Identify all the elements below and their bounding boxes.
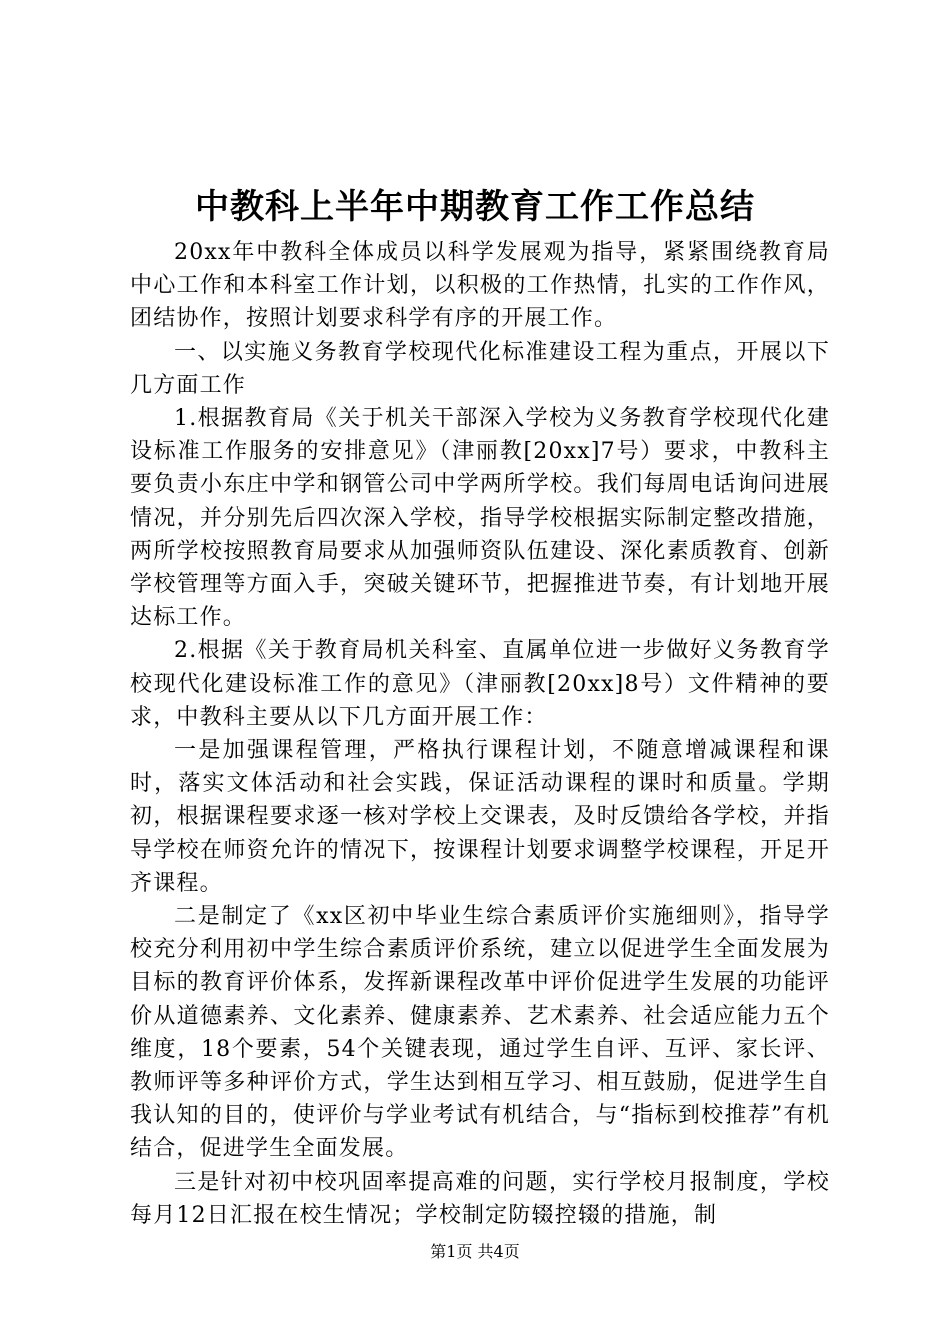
paragraph-point-3: 三是针对初中校巩固率提高难的问题，实行学校月报制度，学校每月12日汇报在校生情况；学校制定防辍控辍的措施，制 — [130, 1169, 830, 1228]
paragraph-section-heading: 一、以实施义务教育学校现代化标准建设工程为重点，开展以下几方面工作 — [130, 339, 830, 398]
document-body — [130, 236, 830, 1232]
document-title: 中教科上半年中期教育工作工作总结 — [195, 187, 755, 227]
paragraph-intro: 20xx年中教科全体成员以科学发展观为指导，紧紧围绕教育局中心工作和本科室工作计划，以积极的工作热情，扎实的工作作风，团结协作，按照计划要求科学有序的开展工作。 — [130, 240, 830, 332]
paragraph-item-2: 2.根据《关于教育局机关科室、直属单位进一步做好义务教育学校现代化建设标准工作的意见》（津丽教[20xx]8号）文件精神的要求，中教科主要从以下几方面开展工作： — [130, 638, 830, 730]
page-footer: 第1页 共4页 — [430, 1242, 520, 1261]
paragraph-point-1: 一是加强课程管理，严格执行课程计划，不随意增减课程和课时，落实文体活动和社会实践，保证活动课程的课时和质量。学期初，根据课程要求逐一核对学校上交课表，及时反馈给各学校，并指导学校在师资允许的情况下，按课程计划要求调整学校课程，开足开齐课程。 — [130, 738, 830, 896]
paragraph-item-1: 1.根据教育局《关于机关干部深入学校为义务教育学校现代化建设标准工作服务的安排意见》（津丽教[20xx]7号）要求，中教科主要负责小东庄中学和钢管公司中学两所学校。我们每周电话询问进展情况，并分别先后四次深入学校，指导学校根据实际制定整改措施，两所学校按照教育局要求从加强师资队伍建设、深化素质教育、创新学校管理等方面入手，突破关键环节，把握推进节奏，有计划地开展达标工作。 — [130, 406, 830, 631]
paragraph-point-2: 二是制定了《xx区初中毕业生综合素质评价实施细则》，指导学校充分利用初中学生综合素质评价系统，建立以促进学生全面发展为目标的教育评价体系，发挥新课程改革中评价促进学生发展的功能评价从道德素养、文化素养、健康素养、艺术素养、社会适应能力五个维度，18个要素，54个关键表现，通过学生自评、互评、家长评、教师评等多种评价方式，学生达到相互学习、相互鼓励，促进学生自我认知的目的，使评价与学业考试有机结合，与“指标到校推荐”有机结合，促进学生全面发展。 — [130, 904, 830, 1162]
